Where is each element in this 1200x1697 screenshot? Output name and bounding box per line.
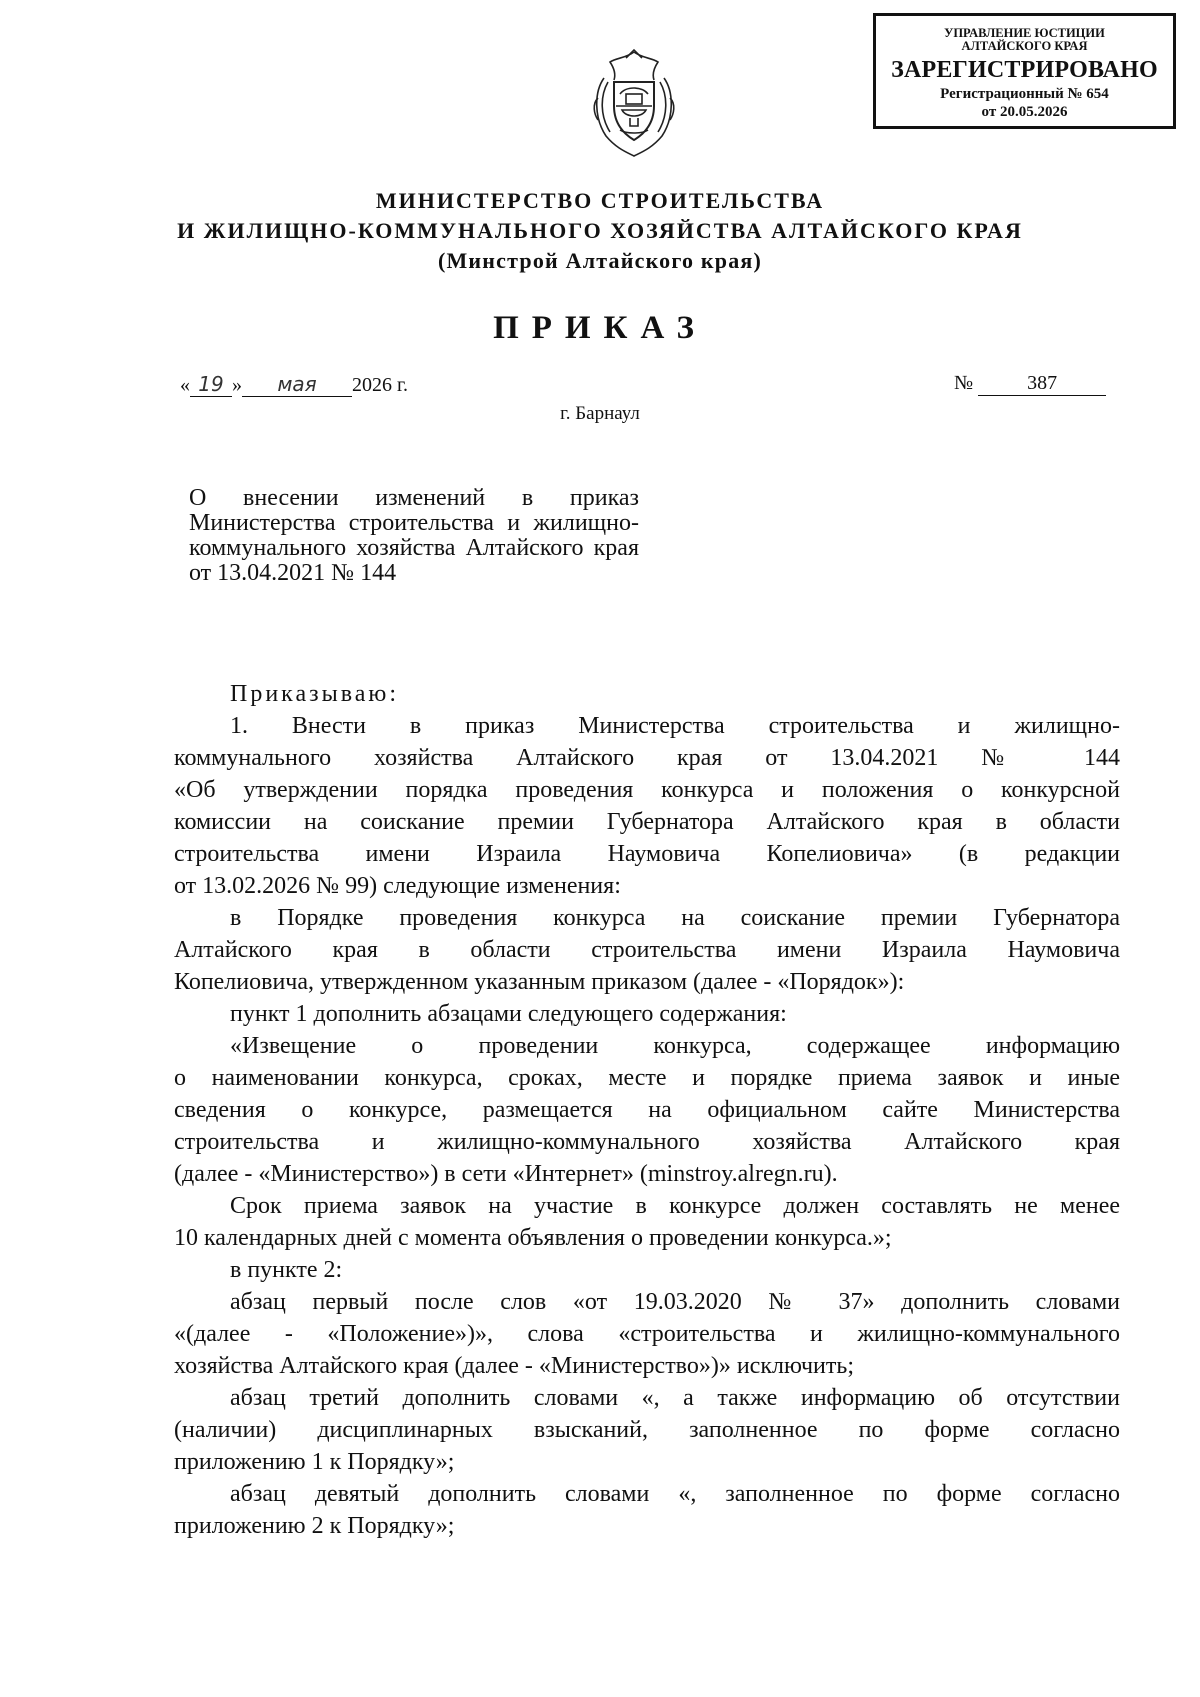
document-type-title: ПРИКАЗ bbox=[493, 310, 707, 346]
paragraph-1: 1. Внести в приказ Министерства строительства и жилищно- коммунального хозяйства Алтайского края от 13.04.2021 № 144 «Об утверждении порядка проведения конкурса и положения о конкурсной комиссии на соискание премии Губернатора Алтайского края в области строительства имени Израила Наумовича Копелиовича» (в редакции от 13.02.2026 № 99) следующие изменения: bbox=[174, 713, 1120, 899]
stamp-authority-line1: УПРАВЛЕНИЕ ЮСТИЦИИ bbox=[944, 26, 1105, 40]
ministry-name-line1: МИНИСТЕРСТВО СТРОИТЕЛЬСТВА bbox=[375, 188, 825, 213]
order-subject: О внесении изменений в приказ Министерства строительства и жилищно-коммунального хозяйства Алтайского края от 13.04.2021 № 144 bbox=[189, 485, 639, 586]
date-month: мая bbox=[242, 372, 352, 397]
date-year: 2026 г. bbox=[352, 374, 408, 396]
paragraph-5: Срок приема заявок на участие в конкурсе должен составлять не менее 10 календарных дней с момента объявления о проведении конкурса.»; bbox=[174, 1193, 1120, 1251]
ministry-name-line2: И ЖИЛИЩНО-КОММУНАЛЬНОГО ХОЗЯЙСТВА АЛТАЙСКОГО КРАЯ bbox=[177, 218, 1023, 243]
number-value: 387 bbox=[978, 372, 1106, 396]
paragraph-4: «Извещение о проведении конкурса, содержащее информацию о наименовании конкурса, сроках, месте и порядке приема заявок и иные сведения о конкурсе, размещается на официальном сайте Министерства строительства и жилищно-коммунального хозяйства Алтайского края (далее - «Министерство») в сети «Интернет» (minstroy.alregn.ru). bbox=[174, 1033, 1120, 1187]
ministry-short-name: (Минстрой Алтайского края) bbox=[437, 248, 763, 273]
paragraph-3: пункт 1 дополнить абзацами следующего содержания: bbox=[230, 1001, 787, 1027]
stamp-reg-date: от 20.05.2026 bbox=[981, 104, 1068, 120]
order-body bbox=[174, 678, 1120, 1542]
order-number bbox=[954, 372, 1106, 396]
order-directive: Приказываю: bbox=[230, 681, 399, 707]
date-open-quote: « bbox=[180, 374, 190, 396]
stamp-status: ЗАРЕГИСТРИРОВАНО bbox=[891, 57, 1158, 83]
number-label: № bbox=[954, 372, 974, 394]
city: г. Барнаул bbox=[560, 403, 640, 424]
registration-stamp bbox=[873, 13, 1176, 129]
paragraph-8: абзац третий дополнить словами «, а также информацию об отсутствии (наличии) дисциплинарных взысканий, заполненное по форме согласно приложению 1 к Порядку»; bbox=[174, 1385, 1120, 1475]
paragraph-2: в Порядке проведения конкурса на соискание премии Губернатора Алтайского края в области строительства имени Израила Наумовича Копелиовича, утвержденном указанным приказом (далее - «Порядок»): bbox=[174, 905, 1120, 995]
stamp-authority-line2: АЛТАЙСКОГО КРАЯ bbox=[961, 39, 1088, 53]
date-close-quote: » bbox=[232, 374, 242, 396]
order-date bbox=[180, 372, 408, 397]
stamp-reg-number: Регистрационный № 654 bbox=[940, 86, 1109, 102]
paragraph-9: абзац девятый дополнить словами «, заполненное по форме согласно приложению 2 к Порядку»; bbox=[174, 1481, 1120, 1539]
date-day: 19 bbox=[190, 372, 232, 397]
paragraph-6: в пункте 2: bbox=[230, 1257, 343, 1283]
coat-of-arms-emblem bbox=[586, 48, 682, 160]
paragraph-7: абзац первый после слов «от 19.03.2020 № 37» дополнить словами «(далее - «Положение»)», слова «строительства и жилищно-коммунального хозяйства Алтайского края (далее - «Министерство»)» исключить; bbox=[174, 1289, 1120, 1379]
